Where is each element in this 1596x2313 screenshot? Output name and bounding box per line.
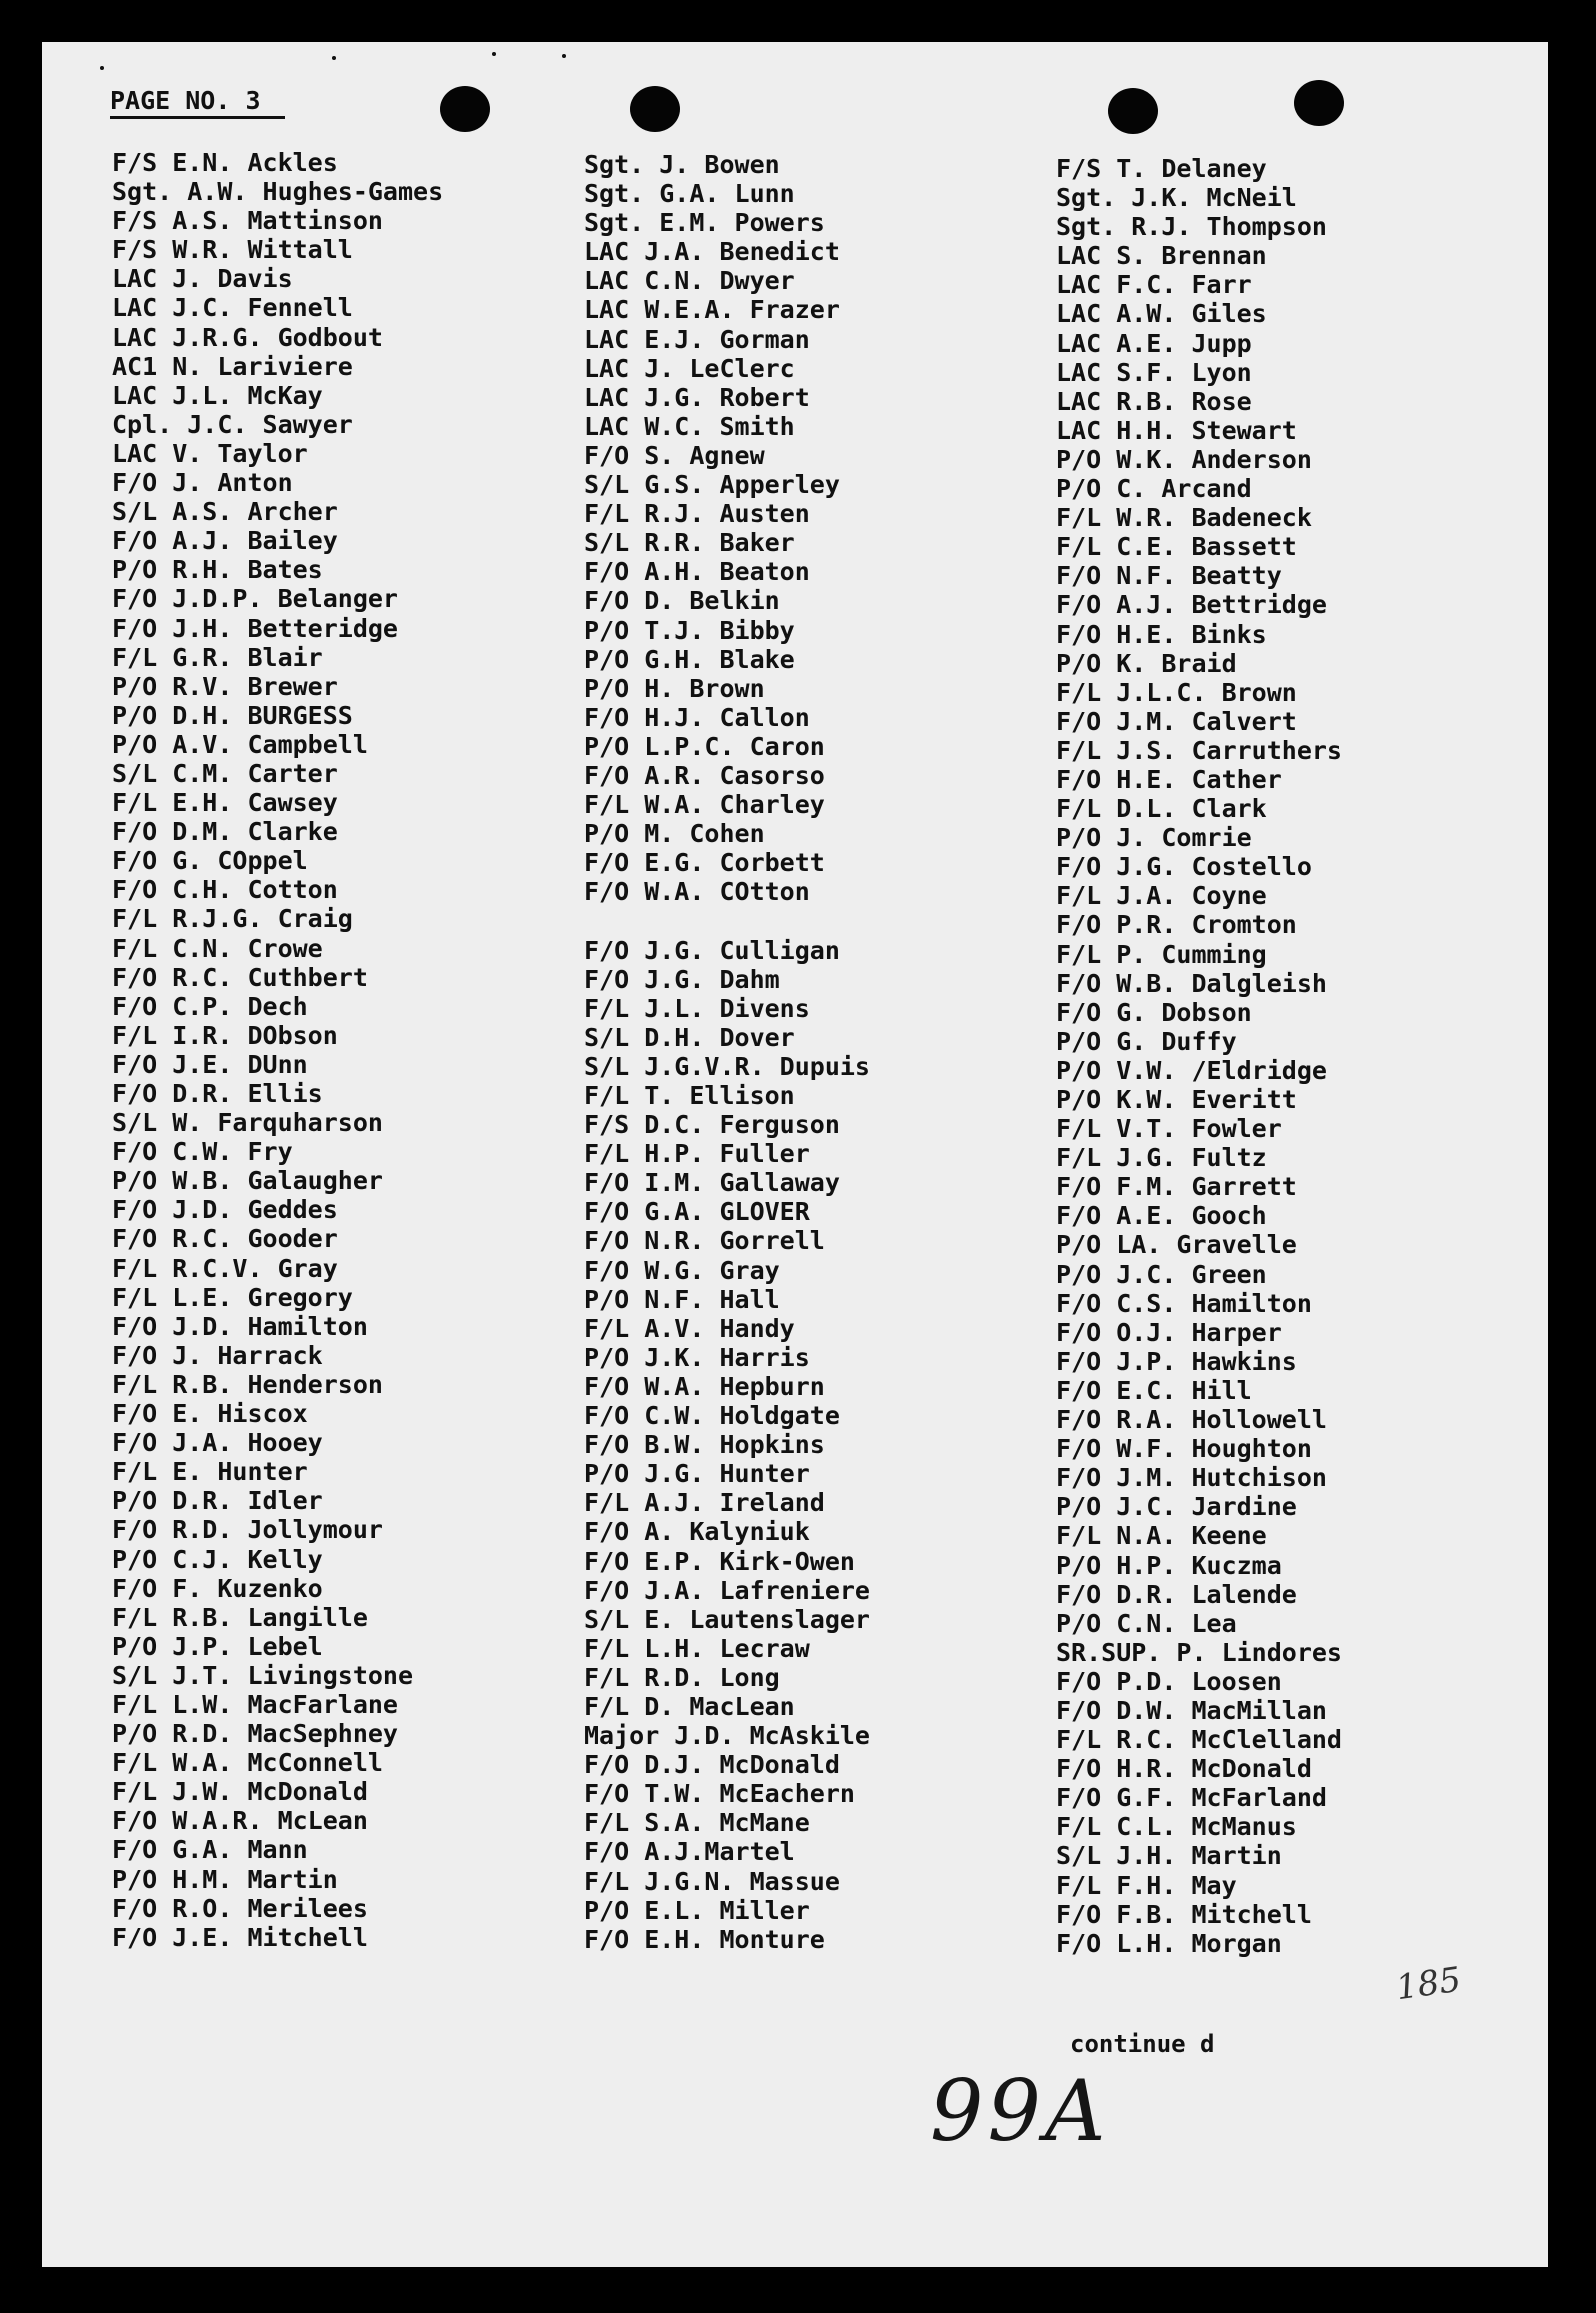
list-item: LAC C.N. Dwyer [584,266,795,296]
list-item: F/O J.G. Culligan [584,935,840,965]
list-item: F/L I.R. DObson [112,1020,338,1050]
list-item: LAC R.B. Rose [1056,386,1252,416]
list-item: F/L L.W. MacFarlane [112,1689,398,1719]
list-item: P/O J.P. Lebel [112,1631,323,1661]
list-item: F/O J.D. Geddes [112,1195,338,1225]
list-item: P/O T.J. Bibby [584,615,795,645]
list-item: F/O G. COppel [112,846,308,876]
list-item: F/O B.W. Hopkins [584,1430,825,1460]
list-item: F/O H.E. Binks [1056,619,1267,649]
list-item: F/O A.J. Bailey [112,526,338,556]
list-item: P/O W.B. Galaugher [112,1166,383,1196]
list-item: F/O E.H. Monture [584,1924,825,1954]
list-item: F/O O.J. Harper [1056,1317,1282,1347]
list-item: LAC J.R.G. Godbout [112,322,383,352]
list-item: P/O J.C. Green [1056,1259,1267,1289]
list-item: F/L J.L. Divens [584,993,810,1023]
list-item: F/L D.L. Clark [1056,794,1267,824]
list-item: P/O R.H. Bates [112,555,323,585]
list-item: F/O J.D.P. Belanger [112,584,398,614]
list-item: F/L W.R. Badeneck [1056,503,1312,533]
list-item: S/L R.R. Baker [584,528,795,558]
list-item: F/O A.J.Martel [584,1837,795,1867]
speck [562,54,566,58]
list-item: Cpl. J.C. Sawyer [112,409,353,439]
list-item: Sgt. E.M. Powers [584,208,825,238]
list-item: F/L T. Ellison [584,1081,795,1110]
list-item: S/L D.H. Dover [584,1022,795,1052]
list-item: F/S E.N. Ackles [112,148,338,177]
list-item: F/O H.R. McDonald [1056,1754,1312,1784]
list-item: F/L H.P. Fuller [584,1139,810,1169]
list-item: F/L A.J. Ireland [584,1488,825,1518]
list-item: F/O J.H. Betteridge [112,613,398,643]
list-item: F/O A. Kalyniuk [584,1517,810,1547]
list-item: LAC H.H. Stewart [1056,415,1297,445]
list-item: F/O P.D. Loosen [1056,1666,1282,1696]
list-item: F/L L.E. Gregory [112,1282,353,1312]
list-item: F/O R.C. Cuthbert [112,962,368,992]
list-item: F/O W.B. Dalgleish [1056,968,1327,998]
list-item: LAC F.C. Farr [1056,270,1252,300]
list-item: AC1 N. Lariviere [112,351,353,381]
list-item: F/L E. Hunter [112,1457,308,1487]
list-item: F/O D.R. Lalende [1056,1579,1297,1609]
list-item: F/O S. Agnew [584,440,765,470]
list-item: F/O D.W. MacMillan [1056,1695,1327,1725]
list-item: F/O N.F. Beatty [1056,561,1282,591]
list-item: LAC W.E.A. Frazer [584,295,840,325]
page-label: PAGE NO. 3 [110,86,285,119]
list-item: F/S W.R. Wittall [112,235,353,265]
list-item: F/O A.J. Bettridge [1056,590,1327,620]
list-item: F/O W.G. Gray [584,1255,780,1285]
page-number: 185 [1393,1959,1464,2009]
list-item: F/O E. Hiscox [112,1399,308,1429]
list-item: S/L W. Farquharson [112,1108,383,1138]
list-item: P/O E.L. Miller [584,1895,810,1925]
list-item: LAC V. Taylor [112,438,308,468]
name-column-2 [584,150,870,1954]
list-item: P/O C.N. Lea [1056,1608,1237,1638]
list-item: S/L G.S. Apperley [584,470,840,500]
list-item: P/O R.V. Brewer [112,671,338,701]
list-item: F/O J.A. Hooey [112,1428,323,1458]
list-item: P/O K. Braid [1056,648,1237,678]
list-item: P/O C.J. Kelly [112,1544,323,1574]
list-item: F/L R.J. Austen [584,499,810,529]
list-item: S/L J.H. Martin [1056,1841,1282,1871]
list-item: F/L S.A. McMane [584,1808,810,1838]
list-item: F/L P. Cumming [1056,939,1267,969]
speck [332,56,336,60]
list-item: P/O L.P.C. Caron [584,731,825,761]
list-item: F/O J.G. Dahm [584,964,780,994]
list-item: P/O C. Arcand [1056,474,1252,504]
list-item: P/O J.C. Jardine [1056,1492,1297,1522]
punch-hole [1108,88,1158,134]
list-item: F/O J.E. DUnn [112,1049,308,1079]
list-item: F/O E.C. Hill [1056,1375,1252,1405]
list-item: F/O C.P. Dech [112,991,308,1021]
list-item: F/O L.H. Morgan [1056,1928,1282,1958]
list-item: LAC J.G. Robert [584,382,810,412]
punch-hole [1294,80,1344,126]
list-item: F/L R.B. Henderson [112,1369,383,1399]
list-item: F/O R.A. Hollowell [1056,1405,1327,1435]
list-item: LAC J.A. Benedict [584,237,840,267]
list-item: F/O G.A. Mann [112,1835,308,1865]
list-item: P/O D.H. BURGESS [112,700,353,730]
list-item: F/L J.S. Carruthers [1056,735,1342,765]
list-item: F/L R.J.G. Craig [112,904,353,934]
list-item: F/O I.M. Gallaway [584,1168,840,1198]
list-item: F/O W.A. COtton [584,877,810,907]
list-item: F/L C.E. Bassett [1056,532,1297,562]
list-item: F/L D. MacLean [584,1691,795,1721]
list-item: F/O C.W. Holdgate [584,1401,840,1431]
list-item: P/O R.D. MacSephney [112,1719,398,1749]
list-item: F/O J.D. Hamilton [112,1311,368,1341]
list-item: F/O P.R. Cromton [1056,910,1297,940]
list-item: F/L C.L. McManus [1056,1812,1297,1842]
list-item: F/O G.A. GLOVER [584,1197,810,1227]
list-item: F/O R.C. Gooder [112,1224,338,1254]
list-item: F/O C.S. Hamilton [1056,1288,1312,1318]
list-item: S/L J.G.V.R. Dupuis [584,1051,870,1081]
list-item: F/O J. Anton [112,468,293,498]
list-item: P/O K.W. Everitt [1056,1085,1297,1114]
list-item: F/O R.O. Merilees [112,1893,368,1923]
list-item: F/S T. Delaney [1056,154,1267,183]
list-item: F/L A.V. Handy [584,1313,795,1343]
list-item: P/O M. Cohen [584,819,765,849]
list-item: F/O F. Kuzenko [112,1573,323,1603]
list-item: F/O D.M. Clarke [112,817,338,847]
list-item: F/L R.D. Long [584,1662,780,1692]
list-item: P/O H.P. Kuczma [1056,1550,1282,1580]
list-item: F/O A.R. Casorso [584,760,825,790]
list-item: F/L J.L.C. Brown [1056,677,1297,707]
list-item: LAC J.C. Fennell [112,293,353,323]
list-item: LAC W.C. Smith [584,411,795,441]
list-item: F/L J.G. Fultz [1056,1143,1267,1173]
list-item: F/O N.R. Gorrell [584,1226,825,1256]
list-item: F/L R.C. McClelland [1056,1725,1342,1755]
list-item: F/L W.A. McConnell [112,1748,383,1778]
list-item: F/O D.R. Ellis [112,1079,323,1108]
list-item: F/O C.W. Fry [112,1137,293,1167]
list-item: P/O D.R. Idler [112,1486,323,1516]
speck [100,66,104,70]
list-item: F/L L.H. Lecraw [584,1633,810,1663]
list-item: F/S D.C. Ferguson [584,1110,840,1140]
list-item: F/O C.H. Cotton [112,875,338,905]
list-item: LAC J. Davis [112,264,293,294]
list-item: P/O W.K. Anderson [1056,444,1312,474]
list-item: F/L R.B. Langille [112,1602,368,1632]
list-item: F/L J.G.N. Massue [584,1866,840,1896]
list-item: F/L E.H. Cawsey [112,788,338,818]
list-item: P/O G. Duffy [1056,1026,1237,1056]
list-item: P/O N.F. Hall [584,1284,780,1314]
list-item: S/L A.S. Archer [112,497,338,527]
list-item: S/L J.T. Livingstone [112,1660,414,1690]
list-item: F/O J.P. Hawkins [1056,1346,1297,1376]
list-item: F/O J.A. Lafreniere [584,1575,870,1605]
list-item: F/L G.R. Blair [112,642,323,672]
list-item: F/O D.J. McDonald [584,1750,840,1780]
list-item: P/O J.G. Hunter [584,1459,810,1489]
continued-note: continue d [1070,2030,1215,2058]
list-item: Sgt. A.W. Hughes-Games [112,177,444,207]
list-item: LAC S. Brennan [1056,241,1267,271]
list-item: F/L R.C.V. Gray [112,1253,338,1283]
list-item: F/L C.N. Crowe [112,933,323,963]
list-item: F/L N.A. Keene [1056,1521,1267,1551]
list-item: Major J.D. McAskile [584,1721,870,1751]
list-item: Sgt. J.K. McNeil [1056,183,1297,213]
list-item: P/O H.M. Martin [112,1864,338,1894]
list-item [584,906,870,935]
list-item: F/O F.M. Garrett [1056,1172,1297,1202]
list-item: P/O V.W. /Eldridge [1056,1055,1327,1085]
list-item: F/L J.A. Coyne [1056,881,1267,911]
list-item: LAC E.J. Gorman [584,324,810,354]
handwritten-number: 99A [930,2062,1110,2160]
list-item: P/O H. Brown [584,673,765,703]
list-item: F/O H.E. Cather [1056,764,1282,794]
list-item: F/O H.J. Callon [584,702,810,732]
list-item: SR.SUP. P. Lindores [1056,1637,1342,1667]
list-item: S/L E. Lautenslager [584,1604,870,1634]
list-item: F/O G. Dobson [1056,997,1252,1027]
name-column-1 [112,148,443,1952]
list-item: P/O G.H. Blake [584,644,795,674]
list-item: P/O LA. Gravelle [1056,1230,1297,1260]
list-item: LAC A.E. Jupp [1056,328,1252,358]
list-item: Sgt. G.A. Lunn [584,179,795,209]
list-item: F/O J.M. Hutchison [1056,1463,1327,1493]
list-item: F/O A.H. Beaton [584,557,810,587]
list-item: LAC S.F. Lyon [1056,357,1252,387]
list-item: F/O G.F. McFarland [1056,1783,1327,1813]
list-item: F/L W.A. Charley [584,790,825,820]
list-item: S/L C.M. Carter [112,758,338,788]
list-item: F/L F.H. May [1056,1870,1237,1900]
list-item: F/O A.E. Gooch [1056,1201,1267,1231]
list-item: LAC J.L. McKay [112,380,323,410]
list-item: F/O J.G. Costello [1056,852,1312,882]
list-item: F/O W.A.R. McLean [112,1806,368,1836]
list-item: P/O J. Comrie [1056,823,1252,853]
list-item: F/L V.T. Fowler [1056,1114,1282,1144]
list-item: LAC A.W. Giles [1056,299,1267,329]
punch-hole [440,86,490,132]
document-page [42,42,1548,2267]
list-item: F/O J.E. Mitchell [112,1922,368,1952]
list-item: F/O D. Belkin [584,586,780,616]
list-item: F/O W.A. Hepburn [584,1371,825,1401]
punch-hole [630,86,680,132]
list-item: F/L J.W. McDonald [112,1777,368,1807]
list-item: Sgt. R.J. Thompson [1056,212,1327,242]
list-item: Sgt. J. Bowen [584,150,780,179]
list-item: F/O R.D. Jollymour [112,1515,383,1545]
list-item: P/O A.V. Campbell [112,729,368,759]
list-item: P/O J.K. Harris [584,1342,810,1372]
list-item: F/O T.W. McEachern [584,1779,855,1809]
list-item: F/O W.F. Houghton [1056,1434,1312,1464]
speck [492,52,496,56]
list-item: LAC J. LeClerc [584,353,795,383]
list-item: F/O E.G. Corbett [584,848,825,878]
list-item: F/O E.P. Kirk-Owen [584,1546,855,1576]
list-item: F/S A.S. Mattinson [112,206,383,236]
name-column-3 [1056,154,1342,1958]
list-item: F/O J. Harrack [112,1340,323,1370]
list-item: F/O J.M. Calvert [1056,706,1297,736]
list-item: F/O F.B. Mitchell [1056,1899,1312,1929]
